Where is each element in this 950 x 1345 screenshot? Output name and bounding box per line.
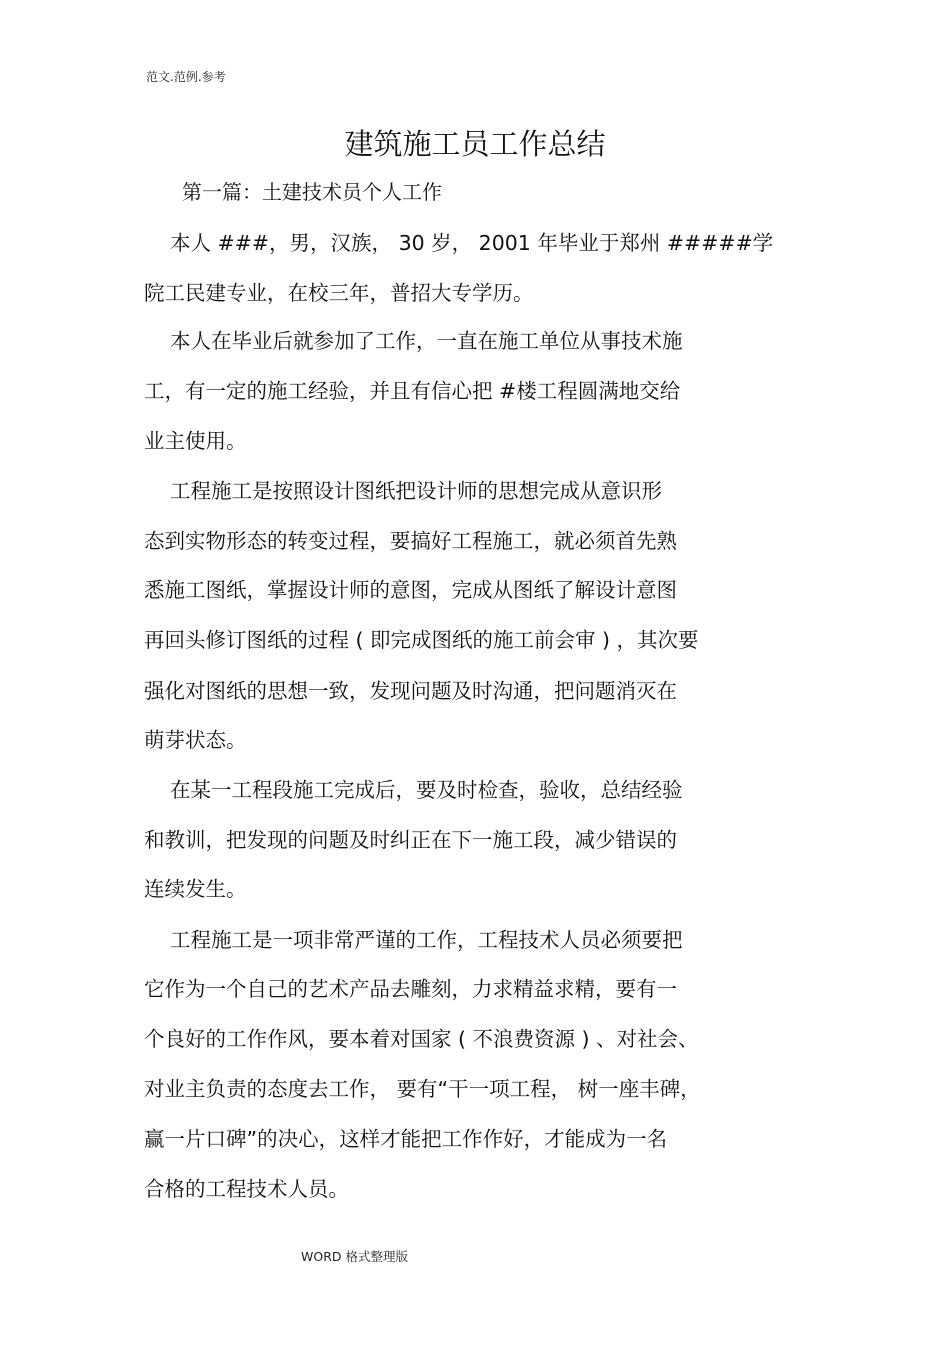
paragraph-line: 对业主负责的态度去工作， 要有“干一项工程， 树一座丰碑， bbox=[144, 1077, 701, 1101]
header-note: 范文.范例.参考 bbox=[146, 70, 226, 84]
paragraph-line: 再回头修订图纸的过程 ( 即完成图纸的施工前会审 ) ，其次要 bbox=[144, 628, 699, 652]
paragraph-line: 赢一片口碑”的决心，这样才能把工作作好，才能成为一名 bbox=[144, 1127, 668, 1151]
paragraph-line: 萌芽状态。 bbox=[144, 728, 247, 752]
paragraph-line: 本人在毕业后就参加了工作，一直在施工单位从事技术施 bbox=[170, 329, 683, 353]
paragraph-line: 个良好的工作作风，要本着对国家 ( 不浪费资源 ) 、对社会、 bbox=[144, 1027, 699, 1051]
paragraph-line: 工程施工是按照设计图纸把设计师的思想完成从意识形 bbox=[170, 479, 662, 503]
footer-note: WORD 格式整理版 bbox=[301, 1249, 408, 1264]
paragraph-line: 院工民建专业，在校三年，普招大专学历。 bbox=[144, 281, 534, 305]
paragraph-line: 合格的工程技术人员。 bbox=[144, 1177, 349, 1201]
document-title: 建筑施工员工作总结 bbox=[344, 127, 606, 161]
paragraph-line: 本人 ###，男，汉族， 30 岁， 2001 年毕业于郑州 #####学 bbox=[170, 231, 774, 255]
paragraph-line: 工，有一定的施工经验，并且有信心把 #楼工程圆满地交给 bbox=[144, 379, 681, 403]
paragraph-line: 业主使用。 bbox=[144, 429, 247, 453]
section-subtitle: 第一篇：土建技术员个人工作 bbox=[182, 180, 442, 204]
paragraph-line: 态到实物形态的转变过程，要搞好工程施工，就必须首先熟 bbox=[144, 529, 677, 553]
paragraph-line: 强化对图纸的思想一致，发现问题及时沟通，把问题消灭在 bbox=[144, 679, 677, 703]
paragraph-line: 连续发生。 bbox=[144, 877, 247, 901]
paragraph-line: 工程施工是一项非常严谨的工作，工程技术人员必须要把 bbox=[170, 928, 683, 952]
paragraph-line: 在某一工程段施工完成后，要及时检查，验收，总结经验 bbox=[170, 778, 683, 802]
paragraph-line: 和教训，把发现的问题及时纠正在下一施工段，减少错误的 bbox=[144, 828, 677, 852]
paragraph-line: 悉施工图纸，掌握设计师的意图，完成从图纸了解设计意图 bbox=[144, 578, 677, 602]
paragraph-line: 它作为一个自己的艺术产品去雕刻，力求精益求精，要有一 bbox=[144, 977, 677, 1001]
